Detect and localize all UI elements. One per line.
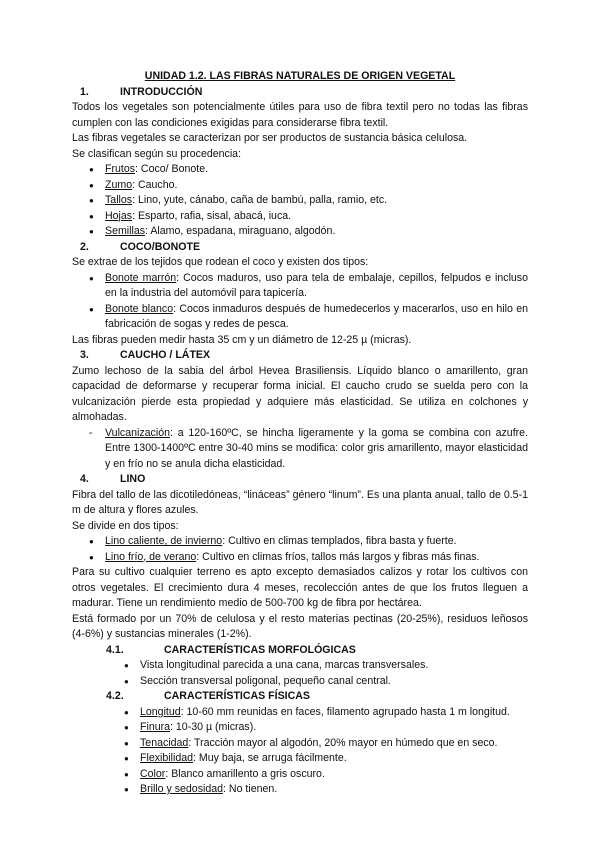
vulcanizacion-list xyxy=(72,426,528,473)
paragraph: Las fibras vegetales se caracterizan por ser productos de sustancia básica celulosa. xyxy=(72,132,468,144)
list-item xyxy=(72,782,528,798)
fisicas-list xyxy=(72,705,528,798)
paragraph: Está formado por un 70% de celulosa y el resto materias pectinas (20-25%), residuos leñosos (4-6%) y sustancias minerales (1-2%). xyxy=(72,612,528,640)
section-number: 3. xyxy=(80,349,89,361)
subsection-heading-fisicas xyxy=(72,689,528,705)
list-term: Frutos xyxy=(105,163,136,175)
list-item xyxy=(72,224,528,240)
document-page xyxy=(72,69,528,798)
list-item: ● Vista longitudinal parecida a una cana, marcas transversales. xyxy=(72,658,528,674)
list-text: : Caucho. xyxy=(132,178,178,191)
list-text: : a 120-160ºC, se hincha ligeramente y la goma se combina con azufre. Entre 1300-1400ºC entre 30-40 mins se modifica: color gris amarillento, mayor elasticidad y en frío no se anula dicha elasticidad. xyxy=(105,426,528,470)
list-term: Semillas xyxy=(105,225,146,237)
section-heading-lino xyxy=(72,472,528,488)
list-text: : Cultivo en climas templados, fibra basta y fuerte. xyxy=(222,535,457,547)
list-term: Flexibilidad xyxy=(140,752,193,764)
section-title: CAUCHO / LÁTEX xyxy=(120,349,211,361)
list-item xyxy=(72,162,528,178)
list-item xyxy=(72,193,528,209)
list-term: Vulcanización xyxy=(105,426,170,439)
section-number: 4.2. xyxy=(106,690,124,702)
list-item xyxy=(72,550,528,566)
list-term: Brillo y sedosidad xyxy=(140,783,224,795)
paragraph: Para su cultivo cualquier terreno es apto excepto demasiados calizos y rotar los cultivos con otros vegetales. El crecimiento dura 4 meses, recolección antes de que los frutos lleguen a madurar. Tiene un rendimiento medio de 500-700 kg de fibra por hectárea. xyxy=(72,566,528,609)
section-number: 2. xyxy=(80,240,89,253)
list-item: ● Sección transversal poligonal, pequeño canal central. xyxy=(72,674,528,690)
paragraph: Zumo lechoso de la sabia del árbol Hevea Brasiliensis. Líquido blanco o amarillento, gran capacidad de deformarse y recuperar forma inicial. El caucho crudo se suelda pero con la vulcanización pierde esta propiedad y adquiere más elasticidad. Se utiliza en colchones y almohadas. xyxy=(72,364,528,423)
section-heading-introduccion xyxy=(72,85,528,101)
section-number: 1. xyxy=(80,85,89,98)
list-item xyxy=(72,271,528,302)
list-text: : 10-30 µ (micras). xyxy=(170,721,257,733)
subsection-heading-morfologicas xyxy=(72,643,528,659)
morfologicas-list xyxy=(72,658,528,689)
procedencia-list xyxy=(72,162,528,240)
list-text: : 10-60 mm reunidas en faces, filamento agrupado hasta 1 m longitud. xyxy=(180,705,510,718)
list-text: : Cocos maduros, uso para tela de embalaje, cepillos, felpudos e incluso en la industria del automóvil para tapicería. xyxy=(105,271,528,299)
paragraph: Se clasifican según su procedencia: xyxy=(72,147,242,160)
list-term: Color xyxy=(140,767,166,780)
list-term: Lino caliente, de invierno xyxy=(105,535,223,547)
list-term: Finura xyxy=(140,721,171,733)
list-text: : No tienen. xyxy=(223,783,278,795)
list-term: Tenacidad xyxy=(140,736,189,749)
list-text: : Muy baja, se arruga fácilmente. xyxy=(193,752,347,764)
lino-types-list xyxy=(72,534,528,565)
list-text: : Cocos inmaduros después de humedecerlos y macerarlos, uso en hilo en fabricación de sogas y redes de pesca. xyxy=(105,302,528,330)
list-item xyxy=(72,736,528,752)
list-item xyxy=(72,426,528,473)
list-text: : Tracción mayor al algodón, 20% mayor en húmedo que en seco. xyxy=(188,736,498,749)
list-term: Lino frío, de verano xyxy=(105,550,197,563)
paragraph: Todos los vegetales son potencialmente útiles para uso de fibra textil pero no todas las fibras cumplen con las condiciones exigidas para considerarse fibra textil. xyxy=(72,101,528,129)
list-text: : Blanco amarillento a gris oscuro. xyxy=(165,767,325,780)
section-number: 4.1. xyxy=(106,643,124,656)
paragraph: Se extrae de los tejidos que rodean el coco y existen dos tipos: xyxy=(72,256,369,268)
list-item xyxy=(72,178,528,194)
document-title: UNIDAD 1.2. LAS FIBRAS NATURALES DE ORIGEN VEGETAL xyxy=(144,70,456,82)
list-item xyxy=(72,209,528,225)
list-item xyxy=(72,705,528,721)
paragraph: Se divide en dos tipos: xyxy=(72,519,179,532)
section-title: COCO/BONOTE xyxy=(120,240,201,253)
list-text: : Cultivo en climas fríos, tallos más largos y fibras más finas. xyxy=(196,550,480,563)
list-item xyxy=(72,767,528,783)
list-item xyxy=(72,302,528,333)
section-number: 4. xyxy=(80,473,89,485)
list-text: : Alamo, espadana, miraguano, algodón. xyxy=(145,225,336,237)
section-title: INTRODUCCIÓN xyxy=(120,85,203,98)
section-title: CARACTERÍSTICAS MORFOLÓGICAS xyxy=(164,643,356,656)
list-item xyxy=(72,720,528,736)
list-term: Bonote marrón xyxy=(105,271,177,284)
list-term: Longitud xyxy=(140,705,181,718)
list-text: : Lino, yute, cánabo, caña de bambú, palla, ramio, etc. xyxy=(132,194,388,206)
section-heading-coco-bonote xyxy=(72,240,528,256)
bonote-list xyxy=(72,271,528,333)
list-term: Hojas xyxy=(105,209,133,222)
list-item xyxy=(72,751,528,767)
section-heading-caucho xyxy=(72,348,528,364)
list-text: : Esparto, rafia, sisal, abacá, iuca. xyxy=(132,209,292,222)
list-term: Tallos xyxy=(105,194,133,206)
list-item xyxy=(72,534,528,550)
paragraph: Las fibras pueden medir hasta 35 cm y un diámetro de 12-25 µ (micras). xyxy=(72,333,412,346)
list-text: : Coco/ Bonote. xyxy=(135,163,209,175)
list-term: Zumo xyxy=(105,178,133,191)
paragraph: Fibra del tallo de las dicotiledóneas, “lináceas” género “linum”. Es una planta anual, tallo de 0.5-1 m de altura y flores azules. xyxy=(72,488,528,516)
section-title: LINO xyxy=(120,473,146,485)
list-term: Bonote blanco xyxy=(105,302,174,315)
section-title: CARACTERÍSTICAS FÍSICAS xyxy=(164,690,310,702)
